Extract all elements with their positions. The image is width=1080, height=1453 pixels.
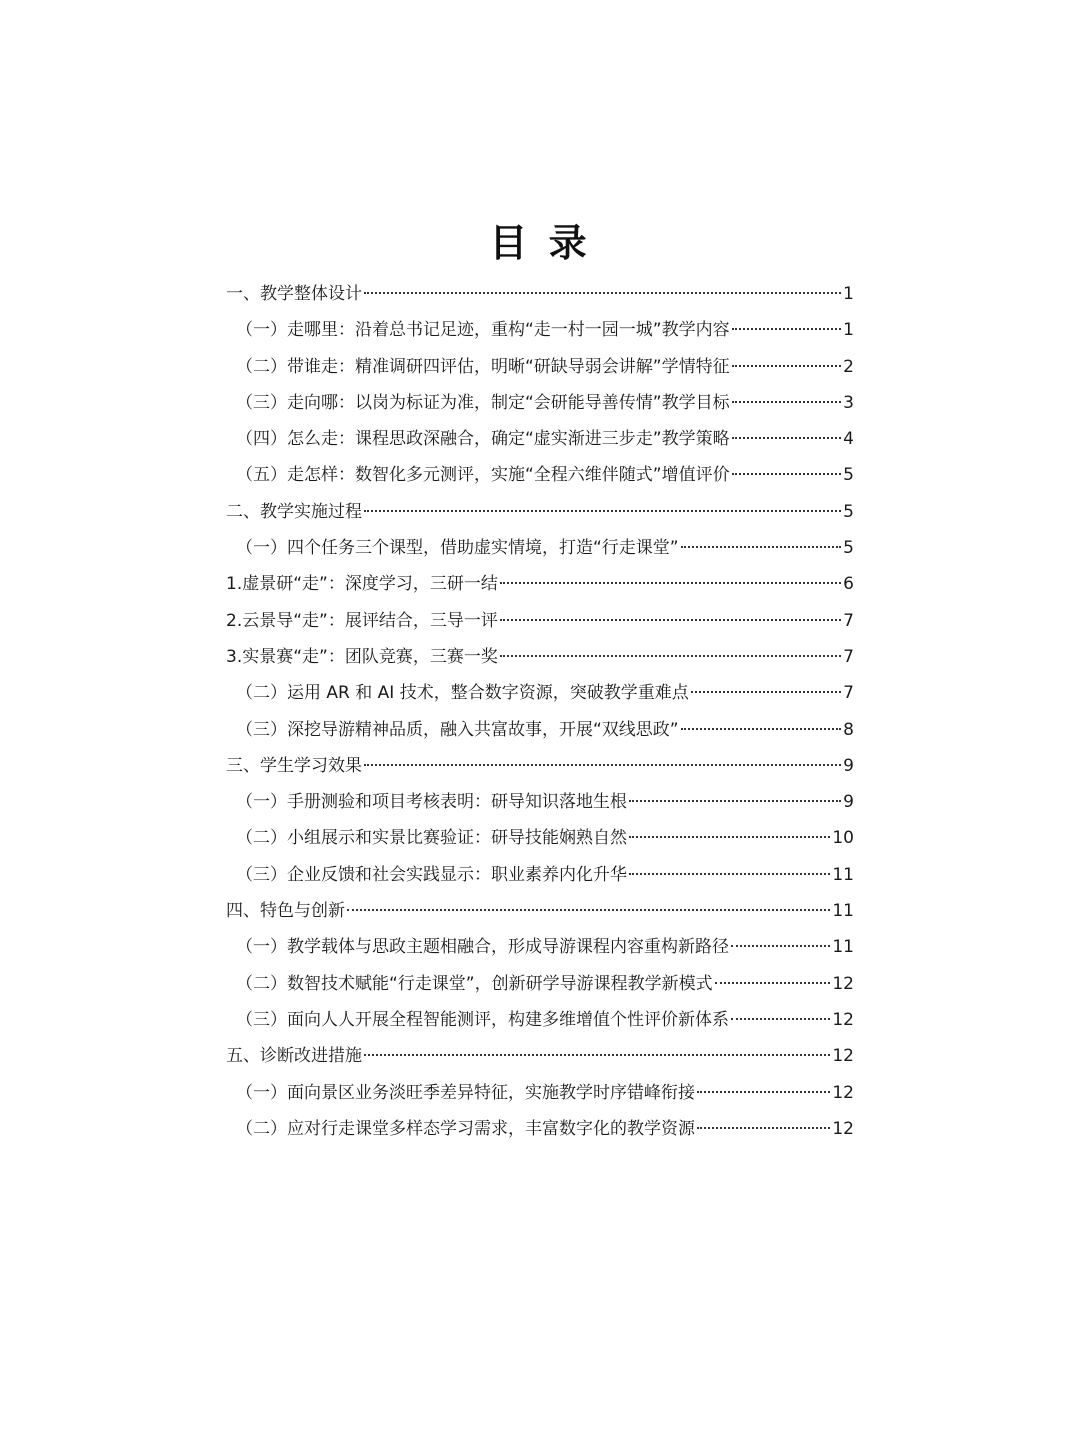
toc-entry-page-number: 10 bbox=[832, 828, 854, 849]
toc-entry[interactable] bbox=[226, 748, 854, 784]
toc-leader-dots bbox=[629, 836, 830, 838]
toc-entry[interactable] bbox=[226, 530, 854, 566]
toc-entry[interactable] bbox=[226, 603, 854, 639]
toc-entry-label: 三、学生学习效果 bbox=[226, 755, 362, 776]
toc-entry-label: （二）运用 AR 和 AI 技术，整合数字资源，突破教学重难点 bbox=[236, 683, 689, 704]
toc-entry-label: （三）面向人人开展全程智能测评，构建多维增值个性评价新体系 bbox=[236, 1009, 729, 1030]
toc-entry-page-number: 7 bbox=[843, 646, 854, 667]
toc-entry-label: （二）小组展示和实景比赛验证：研导技能娴熟自然 bbox=[236, 828, 627, 849]
toc-entry-label: （一）教学载体与思政主题相融合，形成导游课程内容重构新路径 bbox=[236, 937, 729, 958]
toc-entry[interactable] bbox=[226, 457, 854, 493]
toc-leader-dots bbox=[732, 401, 842, 403]
toc-leader-dots bbox=[732, 473, 842, 475]
toc-entry-page-number: 12 bbox=[832, 1082, 854, 1103]
toc-entry-page-number: 9 bbox=[843, 755, 854, 776]
toc-entry-page-number: 1 bbox=[843, 284, 854, 304]
toc-entry-label: 五、诊断改进措施 bbox=[226, 1046, 362, 1067]
toc-entry-page-number: 5 bbox=[843, 501, 854, 522]
toc-leader-dots bbox=[732, 437, 842, 439]
toc-leader-dots bbox=[732, 365, 842, 367]
toc-entry-label: 四、特色与创新 bbox=[226, 901, 345, 922]
toc-entry[interactable] bbox=[226, 1075, 854, 1111]
toc-entry-label: （三）深挖导游精神品质，融入共富故事，开展“双线思政” bbox=[236, 719, 679, 740]
toc-entry[interactable] bbox=[226, 784, 854, 820]
toc-leader-dots bbox=[731, 945, 830, 947]
toc-leader-dots bbox=[732, 328, 842, 330]
toc-entry[interactable] bbox=[226, 349, 854, 385]
toc-entry-label: （二）带谁走：精准调研四评估，明晰“研缺导弱会讲解”学情特征 bbox=[236, 356, 730, 377]
toc-entry-page-number: 5 bbox=[843, 465, 854, 486]
toc-entry-page-number: 6 bbox=[843, 574, 854, 595]
table-of-contents bbox=[226, 276, 854, 1147]
toc-entry[interactable] bbox=[226, 639, 854, 675]
toc-leader-dots bbox=[500, 619, 841, 621]
toc-leader-dots bbox=[691, 691, 841, 693]
toc-entry-page-number: 7 bbox=[843, 610, 854, 631]
toc-entry[interactable] bbox=[226, 276, 854, 312]
toc-entry[interactable] bbox=[226, 820, 854, 856]
toc-entry[interactable] bbox=[226, 1038, 854, 1074]
toc-entry-page-number: 3 bbox=[843, 392, 854, 413]
toc-entry-page-number: 12 bbox=[832, 1046, 854, 1067]
toc-leader-dots bbox=[364, 510, 841, 512]
toc-entry-label: （一）走哪里：沿着总书记足迹，重构“走一村一园一城”教学内容 bbox=[236, 320, 730, 341]
toc-entry-page-number: 11 bbox=[832, 937, 854, 958]
toc-leader-dots bbox=[629, 800, 841, 802]
toc-entry-label: （三）走向哪：以岗为标证为准，制定“会研能导善传情”教学目标 bbox=[236, 392, 730, 413]
toc-entry-label: （五）走怎样：数智化多元测评，实施“全程六维伴随式”增值评价 bbox=[236, 465, 730, 486]
toc-entry[interactable] bbox=[226, 385, 854, 421]
toc-entry-page-number: 2 bbox=[843, 356, 854, 377]
toc-leader-dots bbox=[500, 582, 841, 584]
toc-leader-dots bbox=[500, 655, 841, 657]
toc-entry-label: 2.云景导“走”：展评结合，三导一评 bbox=[226, 610, 498, 631]
toc-leader-dots bbox=[364, 764, 841, 766]
toc-leader-dots bbox=[681, 728, 842, 730]
toc-entry-label: 3.实景赛“走”：团队竞赛，三赛一奖 bbox=[226, 646, 498, 667]
page-title: 目 录 bbox=[489, 221, 591, 265]
toc-leader-dots bbox=[715, 982, 831, 984]
toc-entry-page-number: 4 bbox=[843, 429, 854, 450]
toc-entry[interactable] bbox=[226, 1002, 854, 1038]
toc-leader-dots bbox=[364, 1054, 830, 1056]
toc-entry-page-number: 5 bbox=[843, 538, 854, 559]
toc-entry[interactable] bbox=[226, 675, 854, 711]
toc-entry-label: （一）手册测验和项目考核表明：研导知识落地生根 bbox=[236, 792, 627, 813]
toc-entry[interactable] bbox=[226, 857, 854, 893]
toc-entry[interactable] bbox=[226, 893, 854, 929]
toc-leader-dots bbox=[629, 873, 830, 875]
toc-entry[interactable] bbox=[226, 566, 854, 602]
toc-entry-page-number: 12 bbox=[832, 1009, 854, 1030]
toc-entry-label: （一）四个任务三个课型，借助虚实情境，打造“行走课堂” bbox=[236, 538, 679, 559]
toc-entry[interactable] bbox=[226, 712, 854, 748]
toc-entry-page-number: 11 bbox=[832, 864, 854, 885]
toc-leader-dots bbox=[697, 1127, 830, 1129]
toc-entry-page-number: 12 bbox=[832, 1118, 854, 1139]
toc-entry[interactable] bbox=[226, 312, 854, 348]
toc-leader-dots bbox=[681, 546, 842, 548]
toc-entry[interactable] bbox=[226, 494, 854, 530]
toc-entry-label: （四）怎么走：课程思政深融合，确定“虚实渐进三步走”教学策略 bbox=[236, 429, 730, 450]
toc-entry-page-number: 7 bbox=[843, 683, 854, 704]
toc-entry-label: （三）企业反馈和社会实践显示：职业素养内化升华 bbox=[236, 864, 627, 885]
toc-entry[interactable] bbox=[226, 421, 854, 457]
toc-entry-label: （一）面向景区业务淡旺季差异特征，实施教学时序错峰衔接 bbox=[236, 1082, 695, 1103]
toc-leader-dots bbox=[697, 1091, 830, 1093]
toc-entry-label: 一、教学整体设计 bbox=[226, 284, 362, 304]
toc-entry-page-number: 11 bbox=[832, 901, 854, 922]
toc-entry-label: 二、教学实施过程 bbox=[226, 501, 362, 522]
toc-entry-label: （二）应对行走课堂多样态学习需求，丰富数字化的教学资源 bbox=[236, 1118, 695, 1139]
toc-leader-dots bbox=[731, 1018, 830, 1020]
toc-entry-page-number: 1 bbox=[843, 320, 854, 341]
toc-entry-page-number: 9 bbox=[843, 792, 854, 813]
toc-entry[interactable] bbox=[226, 929, 854, 965]
toc-entry-label: （二）数智技术赋能“行走课堂”，创新研学导游课程教学新模式 bbox=[236, 973, 713, 994]
toc-leader-dots bbox=[347, 909, 830, 911]
toc-entry[interactable] bbox=[226, 966, 854, 1002]
toc-entry-label: 1.虚景研“走”：深度学习，三研一结 bbox=[226, 574, 498, 595]
toc-entry[interactable] bbox=[226, 1111, 854, 1147]
toc-leader-dots bbox=[364, 292, 841, 294]
toc-entry-page-number: 8 bbox=[843, 719, 854, 740]
toc-entry-page-number: 12 bbox=[832, 973, 854, 994]
